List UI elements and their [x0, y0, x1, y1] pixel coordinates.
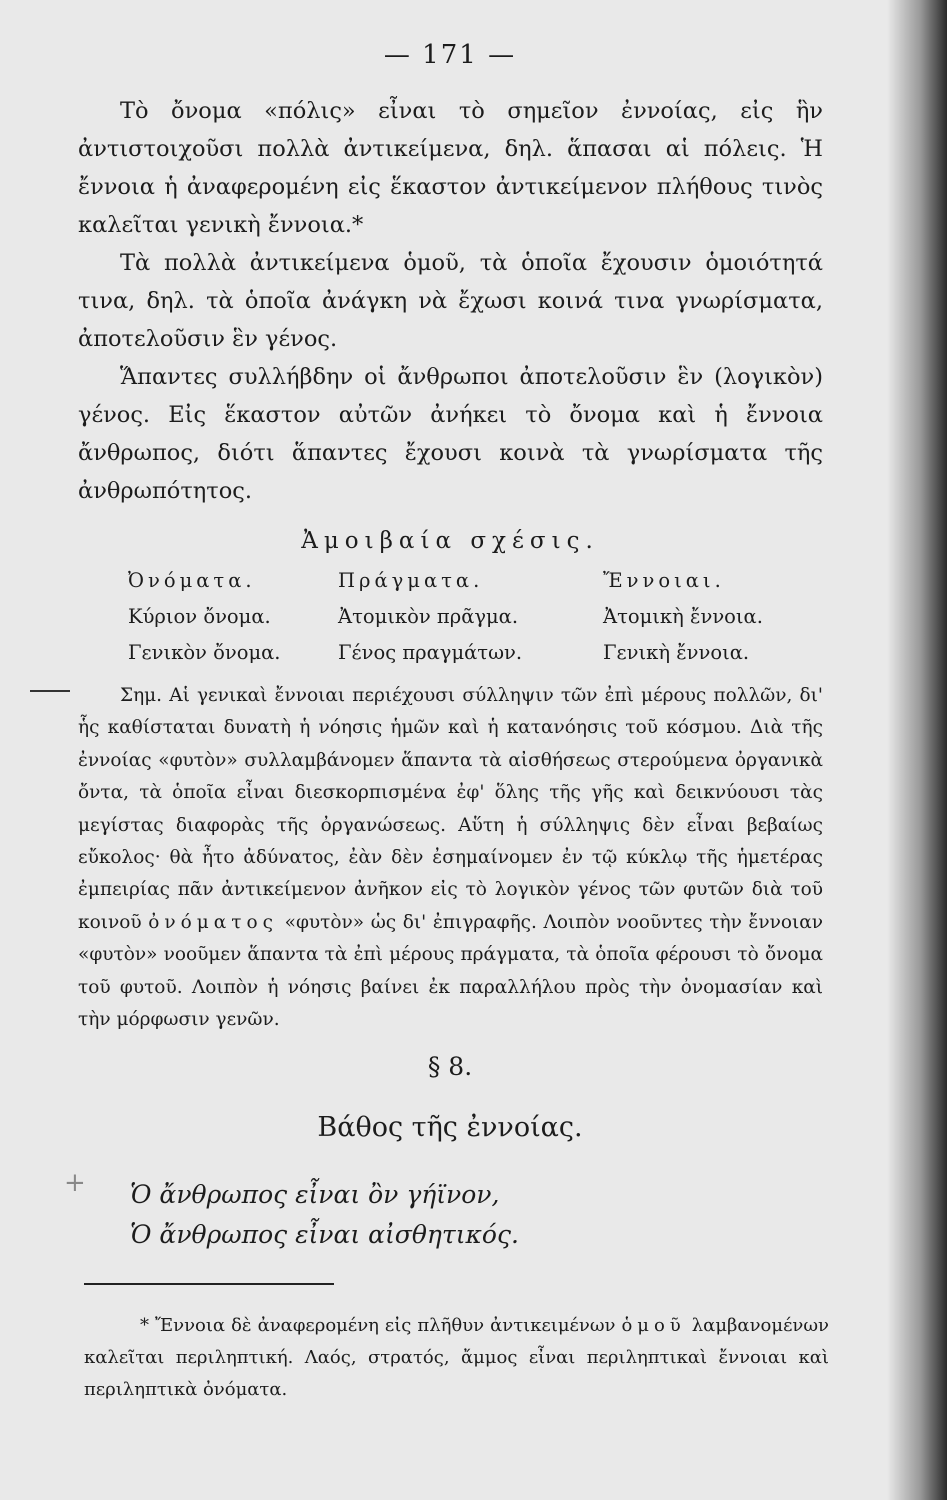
- margin-mark: [30, 690, 70, 692]
- table-header: Ὀνόματα.: [128, 568, 256, 592]
- section-title: Βάθος τῆς ἐννοίας.: [317, 1112, 583, 1143]
- paragraph-3: Ἅπαντες συλλήβδην οἱ ἄνθρωποι ἀποτελοῦσιν ἓν (λογικὸν) γένος. Εἰς ἕκαστον αὐτῶν ἀνήκει τὸ ὄνομα καὶ ἡ ἔννοια ἄνθρωπος, διότι ἅπαντες ἔχουσι κοινὰ τὰ γνωρίσματα τῆς ἀνθρωπότητος.: [78, 364, 823, 504]
- binding-shadow: [887, 0, 947, 1500]
- table-header: Ἔννοιαι.: [603, 568, 725, 592]
- remark-emphasis: ὀνόματος: [148, 911, 278, 933]
- example-line: Ὁ ἄνθρωπος εἶναι αἰσθητικός.: [130, 1220, 519, 1249]
- page-number: — 171 —: [383, 40, 517, 70]
- table-cell: Γένος πραγμάτων.: [338, 640, 523, 664]
- paragraph-2: Τὰ πολλὰ ἀντικείμενα ὁμοῦ, τὰ ὁποῖα ἔχουσιν ὁμοιότητά τινα, δηλ. τὰ ὁποῖα ἀνάγκη νὰ ἔχωσι κοινά τινα γνωρίσματα, ἀποτελοῦσιν ἓν γένος.: [78, 250, 823, 352]
- table-cell: Κύριον ὄνομα.: [128, 604, 271, 628]
- remark-text: «φυτὸν» ὡς δι' ἐπιγραφῆς. Λοιπὸν νοοῦντες τὴν ἔννοιαν «φυτὸν» νοοῦμεν ἅπαντα τὰ ἐπὶ μέρους πράγματα, τὰ ὁποῖα φέρουσι τὸ ὄνομα τοῦ φυτοῦ. Λοιπὸν ἡ νόησις βαίνει ἐκ παραλλήλου πρὸς τὴν ὀνομασίαν καὶ τὴν μόρφωσιν γενῶν.: [78, 911, 823, 1031]
- table-cell: Ἀτομικὴ ἔννοια.: [603, 604, 763, 628]
- table-row: [128, 598, 778, 634]
- footnote-rule: [84, 1283, 334, 1285]
- margin-plus-mark: +: [64, 1168, 86, 1198]
- examples-block: [130, 1175, 830, 1255]
- table-header: Πράγματα.: [338, 568, 484, 592]
- main-text: [78, 92, 823, 510]
- table-row: [128, 634, 778, 670]
- example-line: Ὁ ἄνθρωπος εἶναι ὂν γήϊνον,: [130, 1180, 500, 1209]
- remark-paragraph: [78, 680, 823, 1036]
- footnote: [84, 1310, 829, 1406]
- remark-text: Σημ. Αἱ γενικαὶ ἔννοιαι περιέχουσι σύλληψιν τῶν ἐπὶ μέρους πολλῶν, δι' ἧς καθίσταται δυνατὴ ἡ νόησις ἡμῶν καὶ ἡ κατανόησις τοῦ κόσμου. Διὰ τῆς ἐννοίας «φυτὸν» συλλαμβάνομεν ἅπαντα τὰ αἰσθήσεως στερούμενα ὀργανικὰ ὄντα, τὰ ὁποῖα εἶναι διεσκορπισμένα ἐφ' ὅλης τῆς γῆς καὶ δεικνύουσι τὰς μεγίστας διαφορὰς τῆς ὀργανώσεως. Αὕτη ἡ σύλληψις δὲν εἶναι βεβαίως εὔκολος· θὰ ἦτο ἀδύνατος, ἐὰν δὲν ἐσημαίνομεν ἐν τῷ κύκλῳ τῆς ἡμετέρας ἐμπειρίας πᾶν ἀντικείμενον ἀνῆκον εἰς τὸ λογικὸν γένος τῶν φυτῶν διὰ τοῦ κοινοῦ: [78, 685, 823, 933]
- table-header-row: [128, 562, 778, 598]
- paragraph-1: Τὸ ὄνομα «πόλις» εἶναι τὸ σημεῖον ἐννοίας, εἰς ἣν ἀντιστοιχοῦσι πολλὰ ἀντικείμενα, δηλ. ἅπασαι αἱ πόλεις. Ἡ ἔννοια ἡ ἀναφερομένη εἰς ἕκαστον ἀντικείμενον πλήθους τινὸς καλεῖται γενικὴ ἔννοια.*: [78, 98, 823, 238]
- relation-table-title: Ἀμοιβαία σχέσις.: [301, 528, 599, 554]
- footnote-mark: *: [140, 1315, 149, 1336]
- footnote-text: λαμβανομένων καλεῖται περιληπτική. Λαός, στρατός, ἄμμος εἶναι περιληπτικαὶ ἔννοιαι καὶ περιληπτικὰ ὀνόματα.: [84, 1315, 829, 1400]
- section-number: § 8.: [427, 1052, 473, 1081]
- table-cell: Γενικὸν ὄνομα.: [128, 640, 281, 664]
- footnote-emphasis: ὁμοῦ: [621, 1315, 686, 1336]
- table-cell: Γενικὴ ἔννοια.: [603, 640, 750, 664]
- relation-table: [128, 562, 778, 670]
- table-cell: Ἀτομικὸν πρᾶγμα.: [338, 604, 519, 628]
- footnote-text: Ἔννοια δὲ ἀναφερομένη εἰς πλῆθυν ἀντικειμένων: [155, 1315, 616, 1336]
